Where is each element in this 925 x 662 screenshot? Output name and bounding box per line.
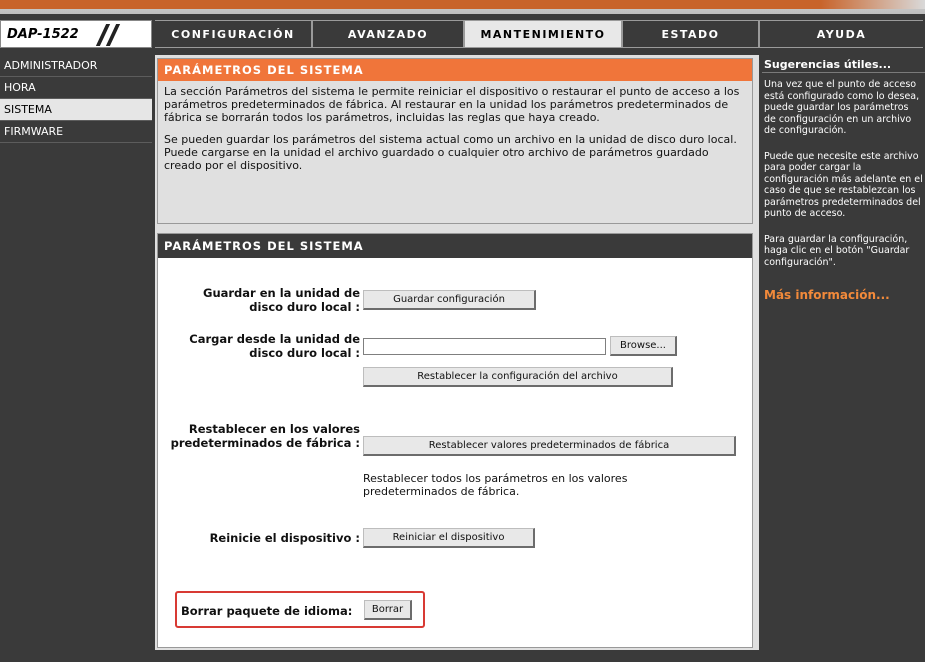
hints-paragraph-3: Para guardar la configuración, haga clic en el botón "Guardar configuración". [764,233,910,268]
hints-paragraph-1: Una vez que el punto de acceso está configurado como lo desea, puede guardar los parámetros de configuración en un archivo de configuración. [764,79,920,136]
intro-paragraph-1: La sección Parámetros del sistema le permite reiniciar el dispositivo o restaurar el punto de acceso a los parámetros predeterminados de fábrica. Al restaurar en la unidad los parámetros predeterminados de fábrica se borrarán todos los parámetros, incluidas las reglas que haya creado. [164,85,740,124]
intro-title: PARÁMETROS DEL SISTEMA [158,59,752,81]
sidebar-item-firmware[interactable]: FIRMWARE [0,121,152,143]
hints-paragraph-2: Puede que necesite este archivo para poder cargar la configuración más adelante en el caso de que se restablezcan los parámetros predeterminados del punto de acceso. [764,150,923,219]
sidebar [0,55,152,662]
top-banner [0,0,925,14]
factory-reset-note: Restablecer todos los parámetros en los valores predeterminados de fábrica. [363,472,628,498]
restore-from-file-button[interactable]: Restablecer la configuración del archivo [363,367,673,387]
top-nav [155,20,923,48]
sidebar-item-hora[interactable]: HORA [0,77,152,99]
helpful-hints-panel [762,55,925,662]
more-info-link[interactable]: Más información... [764,288,890,302]
save-local-label: Guardar en la unidad de disco duro local : [203,286,360,314]
banner-orange-bar [0,0,880,9]
intro-paragraph-2: Se pueden guardar los parámetros del sistema actual como un archivo en la unidad de disco duro local. Puede cargarse en la unidad el archivo guardado o cualquier otro archivo de parámetros guardado creado por el dispositivo. [164,133,737,172]
tab-label: MANTENIMIENTO [480,27,606,41]
banner-fade [820,0,925,9]
sidebar-item-administrador[interactable]: ADMINISTRADOR [0,55,152,77]
system-settings-title: PARÁMETROS DEL SISTEMA [158,234,752,258]
main-content [155,55,759,650]
tab-label: AYUDA [816,27,867,41]
intro-box [157,58,753,224]
config-file-input[interactable] [363,338,606,355]
delete-langpack-button[interactable]: Borrar [364,600,412,620]
tab-configuracion[interactable] [155,20,313,48]
device-model: DAP-1522 [7,27,79,42]
tab-label: ESTADO [661,27,720,41]
hints-title: Sugerencias útiles... [762,55,925,73]
sidebar-item-sistema[interactable]: SISTEMA [0,99,152,121]
browse-button[interactable]: Browse... [610,336,677,356]
system-settings-box [157,233,753,648]
tab-label: CONFIGURACIÓN [171,27,295,41]
reboot-label: Reinicie el dispositivo : [209,531,360,545]
factory-reset-label: Restablecer en los valores predeterminados de fábrica : [170,422,360,450]
save-config-button[interactable]: Guardar configuración [363,290,536,310]
tab-ayuda[interactable] [760,20,923,48]
tab-avanzado[interactable] [313,20,465,48]
device-logo [0,20,152,48]
langpack-label: Borrar paquete de idioma: [181,604,353,618]
load-local-label: Cargar desde la unidad de disco duro local : [189,332,360,360]
reboot-button[interactable]: Reiniciar el dispositivo [363,528,535,548]
tab-mantenimiento[interactable] [465,20,623,48]
tab-label: AVANZADO [347,27,429,41]
factory-reset-button[interactable]: Restablecer valores predeterminados de fábrica [363,436,736,456]
tab-estado[interactable] [623,20,760,48]
